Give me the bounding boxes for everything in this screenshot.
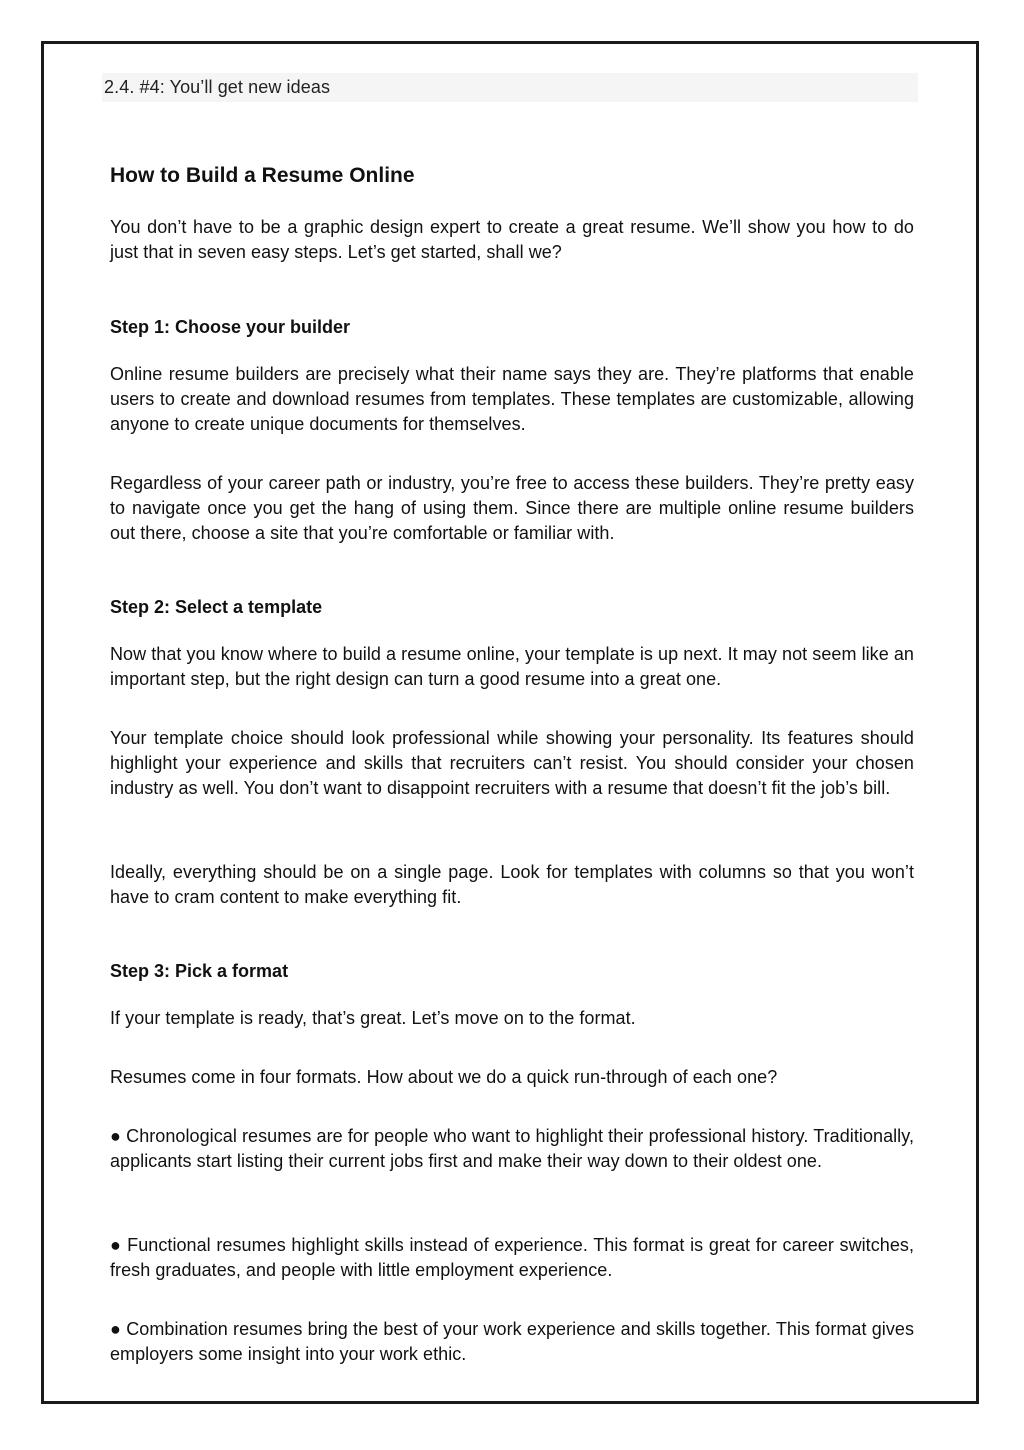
step-2-paragraph-3-block (110, 860, 914, 910)
step-1-paragraph-1-block (110, 362, 914, 437)
step-2-paragraph-2: Your template choice should look professional while showing your personality. Its features should highlight your experience and skills that recruiters can’t resist. You should consider your chosen industry as well. You don’t want to disappoint recruiters with a resume that doesn’t fit the job’s bill. (110, 728, 914, 798)
step-2-paragraph-3: Ideally, everything should be on a single page. Look for templates with columns so that you won’t have to cram content to make everything fit. (110, 862, 914, 907)
step-3-paragraph-2: Resumes come in four formats. How about we do a quick run-through of each one? (110, 1067, 778, 1087)
step-1-paragraph-2-block (110, 471, 914, 546)
list-item-functional (110, 1233, 914, 1283)
page-title: How to Build a Resume Online (110, 164, 415, 187)
step-2-paragraph-2-block (110, 726, 914, 801)
step-3-paragraph-1: If your template is ready, that’s great. Let’s move on to the format. (110, 1008, 636, 1028)
step-2-paragraph-1: Now that you know where to build a resume online, your template is up next. It may not seem like an important step, but the right design can turn a good resume into a great one. (110, 644, 914, 689)
bullet-chronological: ● Chronological resumes are for people who want to highlight their professional history. Traditionally, applicants start listing their current jobs first and make their way down to their oldest one. (110, 1126, 914, 1171)
bullet-functional: ● Functional resumes highlight skills instead of experience. This format is great for career switches, fresh graduates, and people with little employment experience. (110, 1235, 914, 1280)
toc-entry[interactable]: 2.4. #4: You’ll get new ideas (102, 73, 918, 102)
step-1-paragraph-1: Online resume builders are precisely what their name says they are. They’re platforms that enable users to create and download resumes from templates. These templates are customizable, allowing anyone to create unique documents for themselves. (110, 364, 914, 434)
step-3-paragraph-2-block (110, 1065, 914, 1090)
step-2-section (110, 595, 914, 620)
list-item-chronological (110, 1124, 914, 1174)
step-1-section (110, 315, 914, 340)
step-3-heading: Step 3: Pick a format (110, 961, 289, 981)
intro-paragraph: You don’t have to be a graphic design expert to create a great resume. We’ll show you how to do just that in seven easy steps. Let’s get started, shall we? (110, 217, 914, 262)
bullet-combination: ● Combination resumes bring the best of your work experience and skills together. This format gives employers some insight into your work ethic. (110, 1319, 914, 1364)
step-1-paragraph-2: Regardless of your career path or industry, you’re free to access these builders. They’re pretty easy to navigate once you get the hang of using them. Since there are multiple online resume builders out there, choose a site that you’re comfortable or familiar with. (110, 473, 914, 543)
step-2-paragraph-1-block (110, 642, 914, 692)
step-3-paragraph-1-block (110, 1006, 914, 1031)
step-3-section (110, 959, 914, 984)
step-1-heading: Step 1: Choose your builder (110, 317, 351, 337)
list-item-combination (110, 1317, 914, 1367)
step-2-heading: Step 2: Select a template (110, 597, 323, 617)
intro-paragraph-block (110, 215, 914, 265)
